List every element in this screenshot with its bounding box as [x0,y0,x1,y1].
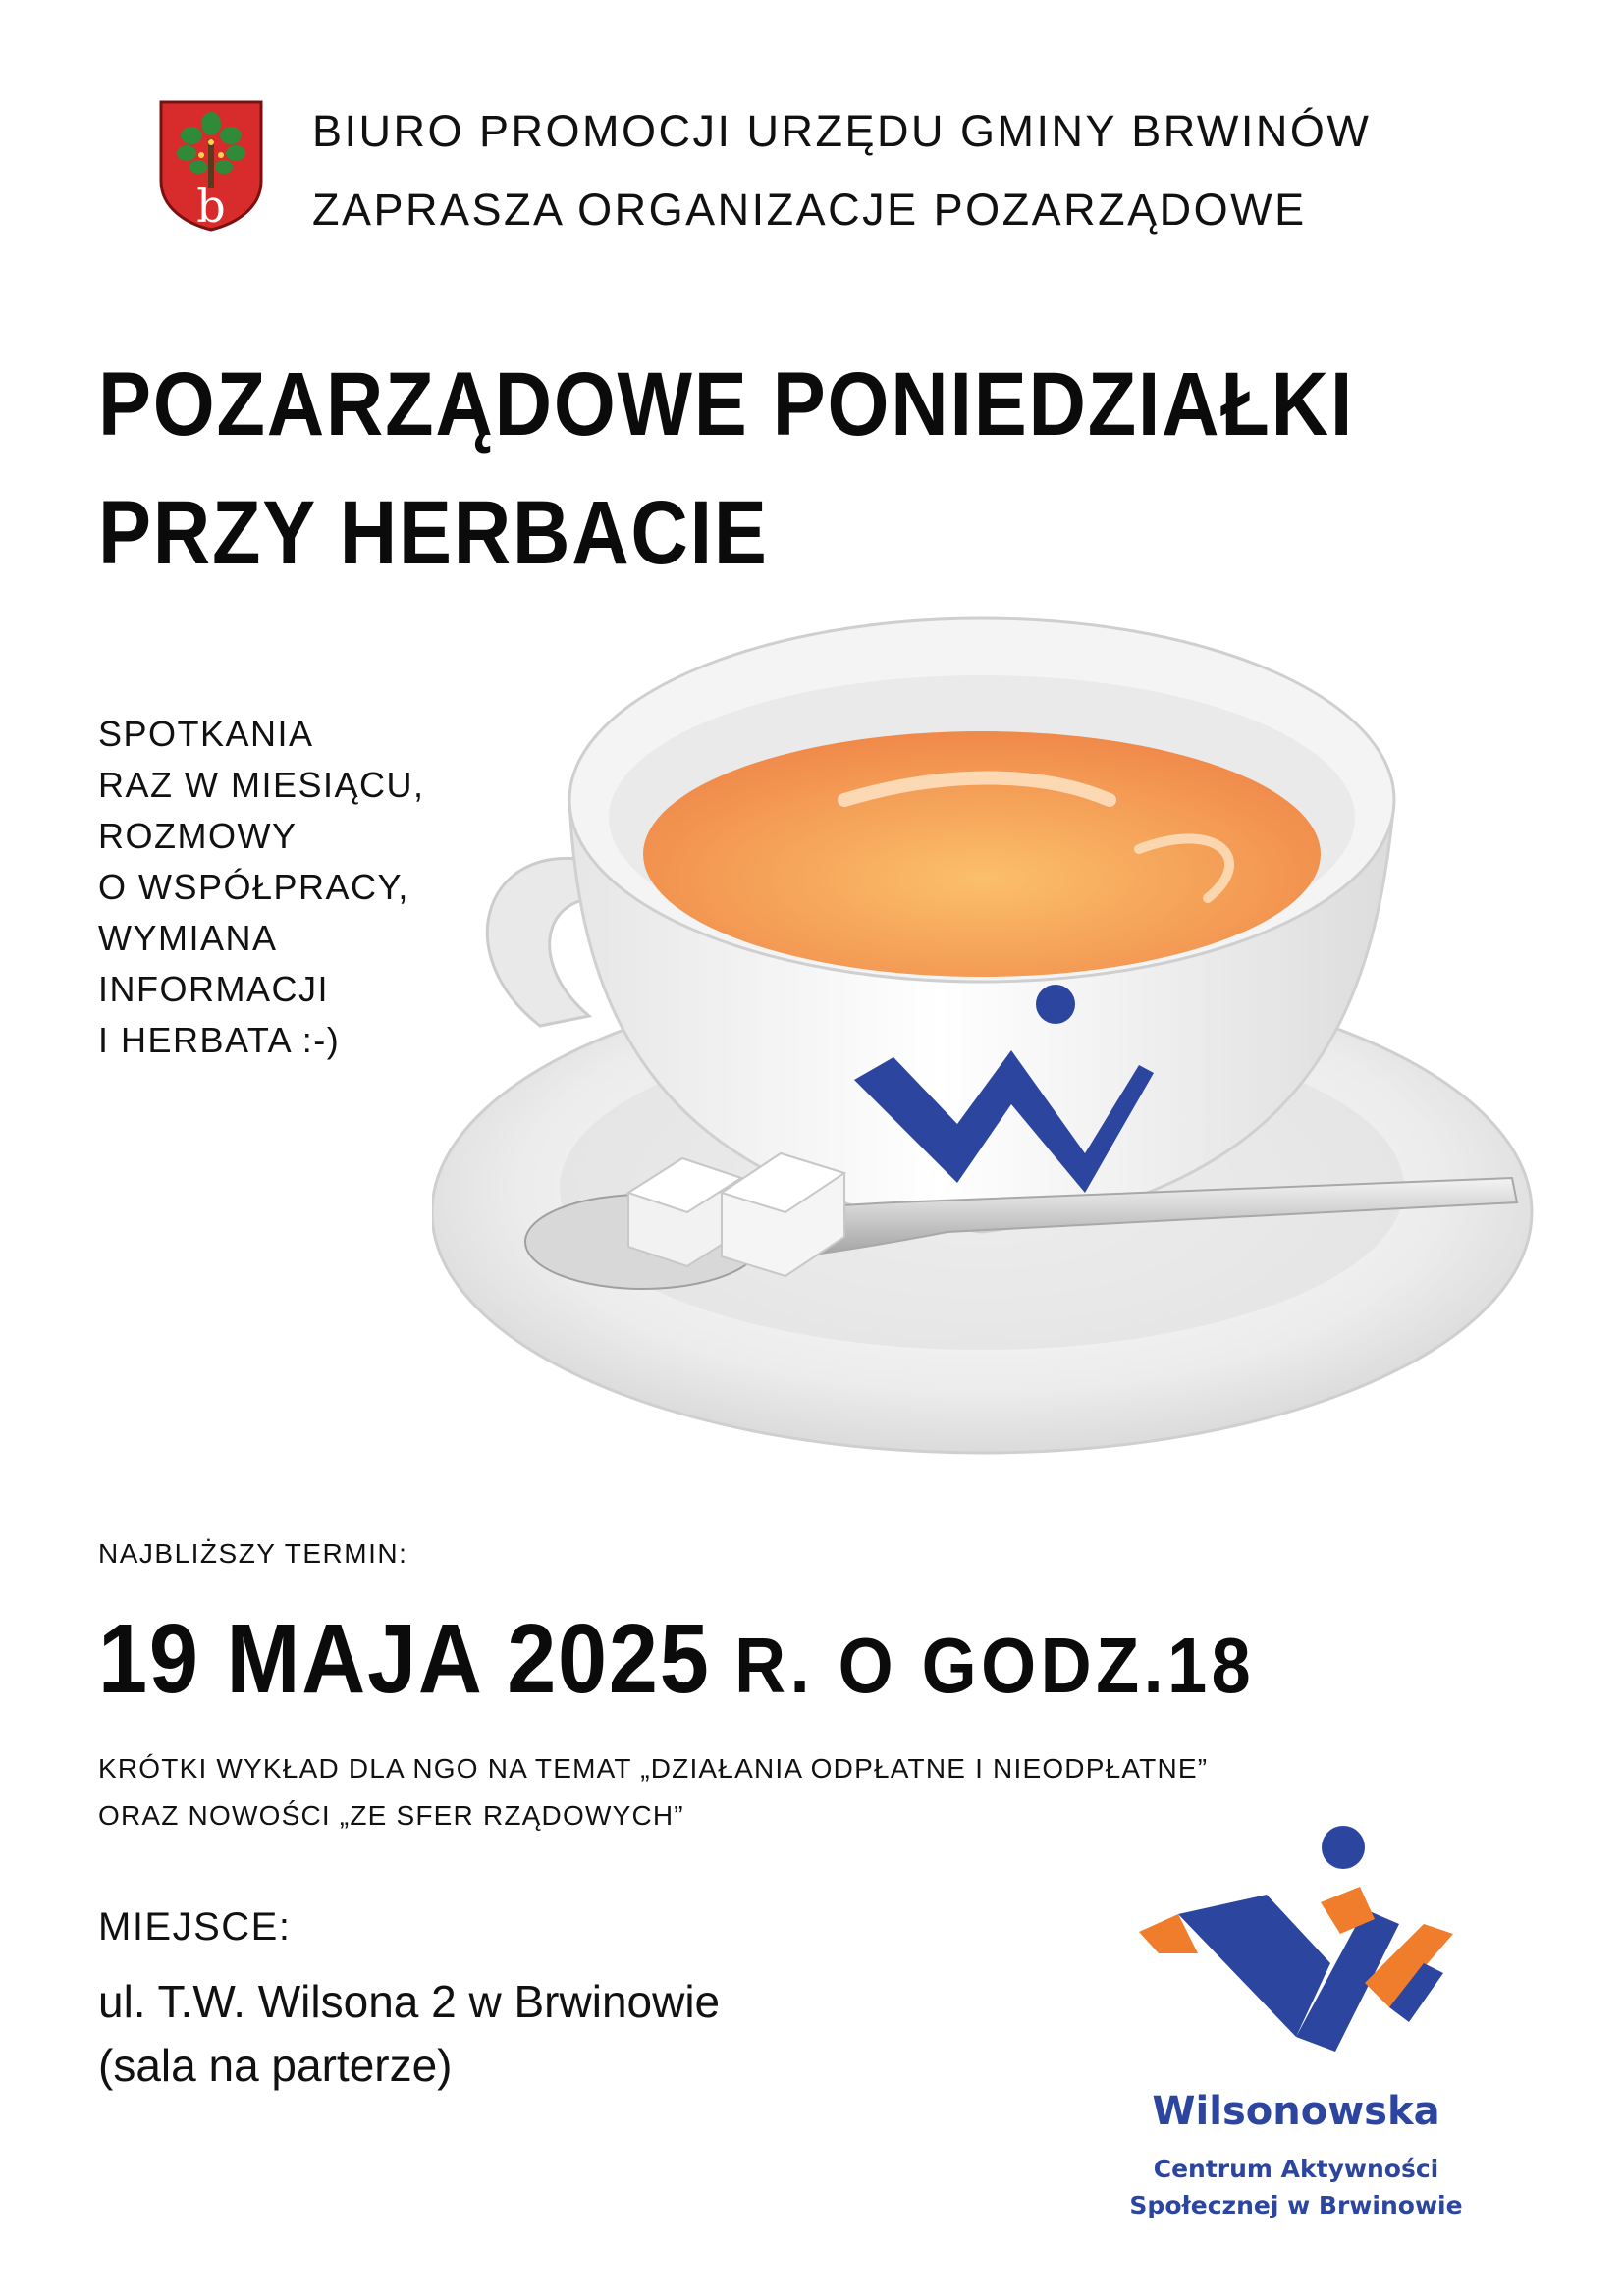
crest-letter: b [196,180,226,232]
event-date-main: 19 MAJA 2025 [98,1604,711,1714]
lecture-line-1: KRÓTKI WYKŁAD DLA NGO NA TEMAT „DZIAŁANIA ODPŁATNE I NIEODPŁATNE” [98,1753,1209,1784]
bullet-line: WYMIANA [98,918,278,958]
bullet-line: O WSPÓŁPRACY, [98,867,409,907]
page-title-line-2: PRZY HERBACIE [98,483,769,583]
address-line-1: ul. T.W. Wilsona 2 w Brwinowie [98,1976,721,2027]
event-time: R. O GODZ.18 [710,1622,1256,1709]
lecture-line-2: ORAZ NOWOŚCI „ZE SFER RZĄDOWYCH” [98,1800,684,1831]
wilsonowska-logo-icon [1129,1826,1463,2091]
teacup-illustration [432,604,1561,1487]
page-title-line-1: POZARZĄDOWE PONIEDZIAŁKI [98,354,1355,454]
municipal-crest-icon [157,98,265,232]
organizer-subtitle-1: Centrum Aktywności [1153,2155,1439,2183]
bullet-line: I HERBATA :-) [98,1020,341,1060]
bullet-line: INFORMACJI [98,969,329,1009]
header-line-1: BIURO PROMOCJI URZĘDU GMINY BRWINÓW [312,106,1372,156]
event-date [98,1604,1256,1714]
next-date-label: NAJBLIŻSZY TERMIN: [98,1538,408,1569]
bullet-line: SPOTKANIA [98,714,314,754]
bullet-line: RAZ W MIESIĄCU, [98,765,425,805]
address-line-2: (sala na parterze) [98,2040,453,2091]
bullet-list [98,709,425,1066]
header-line-2: ZAPRASZA ORGANIZACJE POZARZĄDOWE [312,185,1307,235]
place-label: MIEJSCE: [98,1905,292,1949]
organizer-name: Wilsonowska [1152,2089,1440,2134]
bullet-line: ROZMOWY [98,816,298,856]
organizer-subtitle-2: Społecznej w Brwinowie [1129,2191,1463,2219]
